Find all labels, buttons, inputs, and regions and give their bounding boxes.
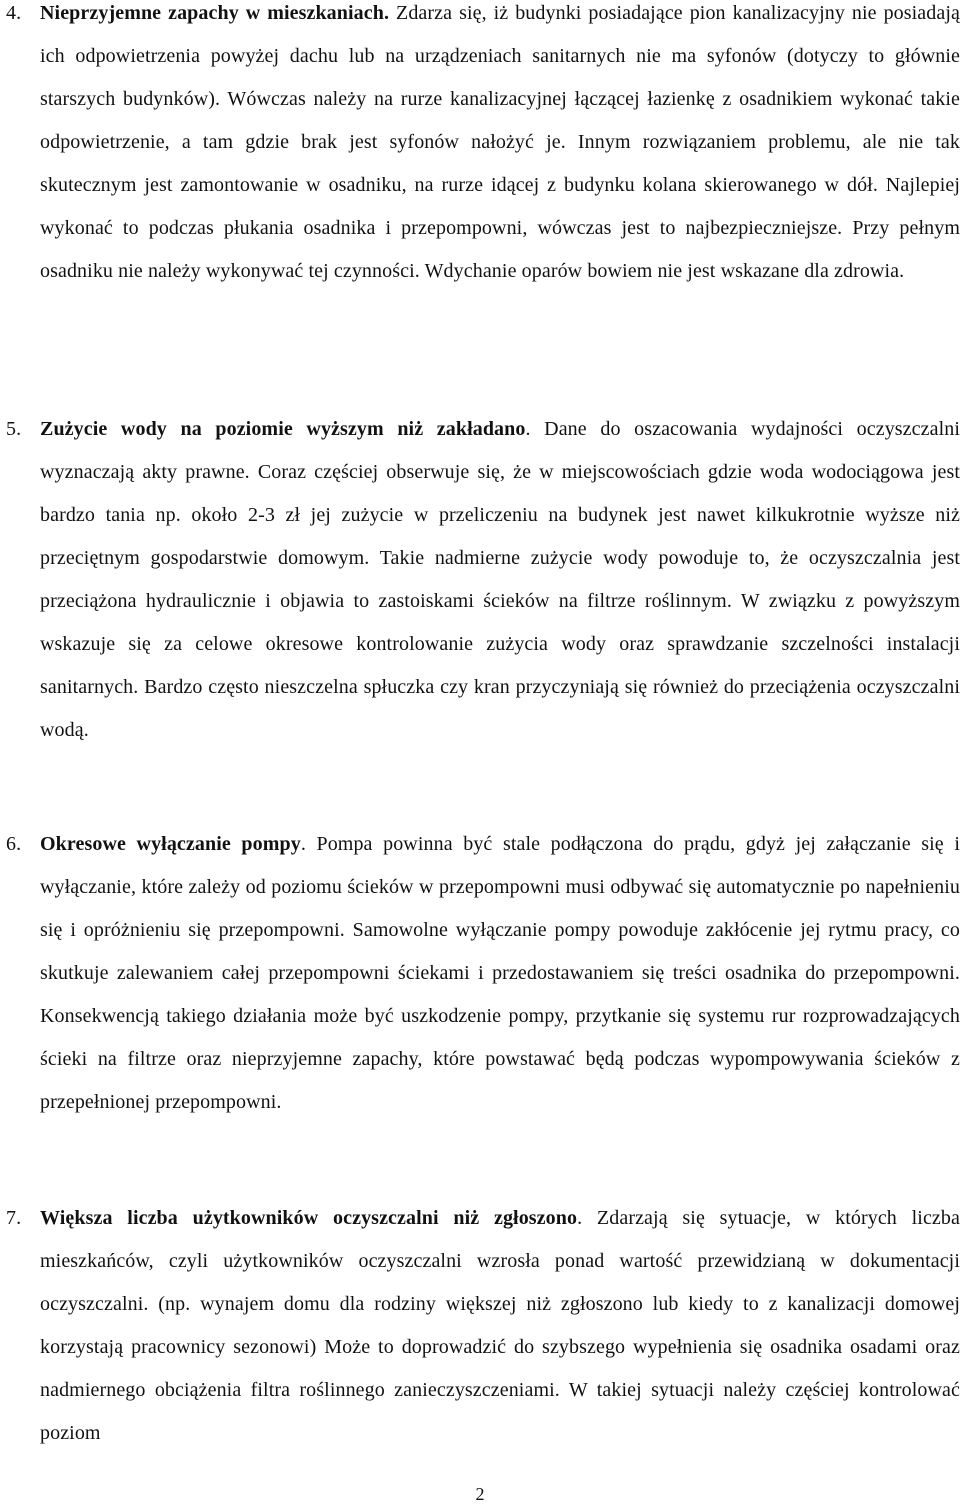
item-body: . Zdarzają się sytuacje, w których liczba mieszkańców, czyli użytkowników oczyszczalni wzrosła ponad wartość przewidzianą w dokumentacji oczyszczalni. (np. wynajem domu dla rodziny większej niż zgłoszono lub kiedy to z kanalizacji domowej korzystają pracownicy sezonowi) Może to doprowadzić do szybszego wypełnienia się osadnika osadami oraz nadmiernego obciążenia filtra roślinnego zanieczyszczeniami. W takiej sytuacji należy częściej kontrolować poziom: [40, 1207, 960, 1444]
item-body: . Dane do oszacowania wydajności oczyszczalni wyznaczają akty prawne. Coraz częściej obserwuje się, że w miejscowościach gdzie woda wodociągowa jest bardzo tania np. około 2-3 zł jej zużycie w przeliczeniu na budynek jest nawet kilkukrotnie wyższe niż przeciętnym gospodarstwie domowym. Takie nadmierne zużycie wody powoduje to, że oczyszczalnia jest przeciążona hydraulicznie i objawia to zastoiskami ścieków na filtrze roślinnym. W związku z powyższym wskazuje się za celowe okresowe kontrolowanie zużycia wody oraz sprawdzanie szczelności instalacji sanitarnych. Bardzo często nieszczelna spłuczka czy kran przyczyniają się również do przeciążenia oczyszczalni wodą.: [40, 418, 960, 741]
item-number: 4.: [6, 2, 22, 24]
item-heading: Zużycie wody na poziomie wyższym niż zakładano: [40, 418, 526, 440]
item-number: 6.: [6, 833, 22, 855]
item-heading: Większa liczba użytkowników oczyszczalni niż zgłoszono: [40, 1207, 578, 1229]
list-item: [0, 408, 960, 752]
item-heading: Nieprzyjemne zapachy w mieszkaniach.: [40, 2, 390, 24]
item-body: Zdarza się, iż budynki posiadające pion kanalizacyjny nie posiadają ich odpowietrzenia powyżej dachu lub na urządzeniach sanitarnych nie ma syfonów (dotyczy to głównie starszych budynków). Wówczas należy na rurze kanalizacyjnej łączącej łazienkę z osadnikiem wykonać takie odpowietrzenie, a tam gdzie brak jest syfonów nałożyć je. Innym rozwiązaniem problemu, ale nie tak skutecznym jest zamontowanie w osadniku, na rurze idącej z budynku kolana skierowanego w dół. Najlepiej wykonać to podczas płukania osadnika i przepompowni, wówczas jest to najbezpieczniejsze. Przy pełnym osadniku nie należy wykonywać tej czynności. Wdychanie oparów bowiem nie jest wskazane dla zdrowia.: [40, 2, 960, 282]
item-body: . Pompa powinna być stale podłączona do prądu, gdyż jej załączanie się i wyłączanie, które zależy od poziomu ścieków w przepompowni musi odbywać się automatycznie po napełnieniu się i opróżnieniu się przepompowni. Samowolne wyłączanie pompy powoduje zakłócenie jej rytmu pracy, co skutkuje zalewaniem całej przepompowni ściekami i przedostawaniem się treści osadnika do przepompowni. Konsekwencją takiego działania może być uszkodzenie pompy, przytkanie się systemu rur rozprowadzających ścieki na filtrze oraz nieprzyjemne zapachy, które powstawać będą podczas wypompowywania ścieków z przepełnionej przepompowni.: [40, 833, 960, 1113]
item-number: 7.: [6, 1207, 22, 1229]
list-item: [0, 1197, 960, 1455]
item-number: 5.: [6, 418, 22, 440]
list-item: [0, 0, 960, 293]
item-heading: Okresowe wyłączanie pompy: [40, 833, 301, 855]
page-number: 2: [475, 1484, 485, 1504]
list-item: [0, 823, 960, 1124]
